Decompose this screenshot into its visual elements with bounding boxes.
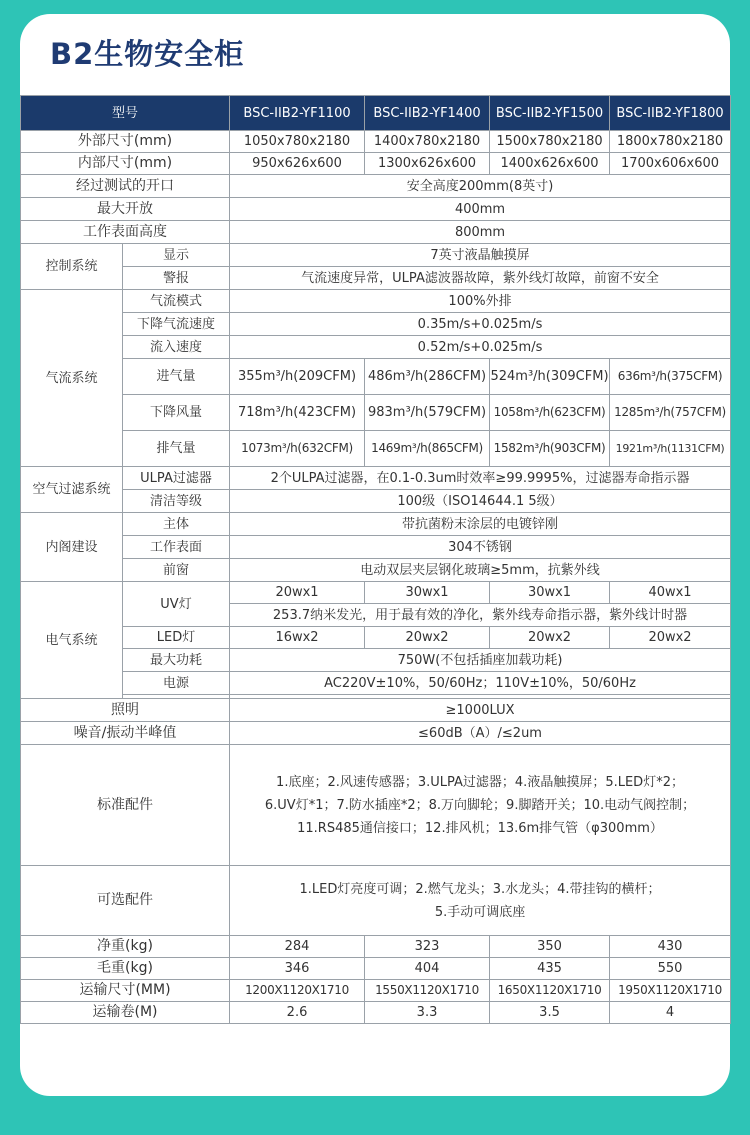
spec-table (20, 95, 731, 1024)
cell: 323 (365, 936, 490, 958)
row-noise (21, 722, 731, 745)
row-label: 最大开放 (21, 198, 230, 221)
row-label: 警报 (123, 267, 230, 290)
cell: 100级（ISO14644.1 5级） (230, 490, 731, 513)
row-label: UV灯 (123, 582, 230, 627)
cell: 3.5 (490, 1002, 610, 1024)
row-ext-size (21, 131, 731, 153)
accessories-cell (230, 745, 731, 866)
cell: 带抗菌粉末涂层的电镀锌刚 (230, 513, 731, 536)
model-col-3: BSC-IIB2-YF1500 (490, 96, 610, 131)
row-label: 流入速度 (123, 336, 230, 359)
cell: 100%外排 (230, 290, 731, 313)
cell: 1650X1120X1710 (490, 980, 610, 1002)
cell: 30wx1 (490, 582, 610, 604)
cell: 安全高度200mm(8英寸) (230, 175, 731, 198)
cell: 1285m³/h(757CFM) (610, 395, 731, 431)
row-label: LED灯 (123, 627, 230, 649)
cell: 1700x606x600 (610, 153, 731, 175)
accessories-cell (230, 866, 731, 936)
cell: AC220V±10%，50/60Hz；110V±10%，50/60Hz (230, 672, 731, 695)
header-row (21, 96, 731, 131)
row-label: 工作表面 (123, 536, 230, 559)
row-clean-class (21, 490, 731, 513)
cell: 1550X1120X1710 (365, 980, 490, 1002)
row-label: 工作表面高度 (21, 221, 230, 244)
cell: 40wx1 (610, 582, 731, 604)
row-int-size (21, 153, 731, 175)
row-label: 毛重(kg) (21, 958, 230, 980)
group-label: 控制系统 (21, 244, 123, 290)
row-ship-volume (21, 1002, 731, 1024)
group-label: 电气系统 (21, 582, 123, 699)
row-label: 清洁等级 (123, 490, 230, 513)
cell: 950x626x600 (230, 153, 365, 175)
row-label: 前窗 (123, 559, 230, 582)
cell: 2个ULPA过滤器，在0.1-0.3um时效率≥99.9995%，过滤器寿命指示器 (230, 467, 731, 490)
row-label: 经过测试的开口 (21, 175, 230, 198)
cell: 750W(不包括插座加载功耗) (230, 649, 731, 672)
accessory-line: 1.LED灯亮度可调；2.燃气龙头；3.水龙头；4.带挂钩的横杆； (299, 881, 661, 897)
cell: 253.7纳米发光，用于最有效的净化，紫外线寿命指示器，紫外线计时器 (230, 604, 731, 627)
row-label: 照明 (21, 699, 230, 722)
cell: 404 (365, 958, 490, 980)
cell: 1400x626x600 (490, 153, 610, 175)
cell: 0.52m/s+0.025m/s (230, 336, 731, 359)
cell: 20wx2 (365, 627, 490, 649)
cell: 1469m³/h(865CFM) (365, 431, 490, 467)
row-label: 显示 (123, 244, 230, 267)
row-gross-weight (21, 958, 731, 980)
row-down-speed (21, 313, 731, 336)
cell: ≥1000LUX (230, 699, 731, 722)
row-max-power (21, 649, 731, 672)
cell: 30wx1 (365, 582, 490, 604)
row-intake (21, 359, 731, 395)
row-label: 下降风量 (123, 395, 230, 431)
row-label: 进气量 (123, 359, 230, 395)
cell: ≤60dB（A）/≤2um (230, 722, 731, 745)
row-label: 排气量 (123, 431, 230, 467)
group-label: 空气过滤系统 (21, 467, 123, 513)
cell: 524m³/h(309CFM) (490, 359, 610, 395)
cell: 430 (610, 936, 731, 958)
row-label: 最大功耗 (123, 649, 230, 672)
row-net-weight (21, 936, 731, 958)
row-ulpa (21, 467, 731, 490)
model-col-4: BSC-IIB2-YF1800 (610, 96, 731, 131)
cell: 800mm (230, 221, 731, 244)
model-label: 型号 (21, 96, 230, 131)
row-label: 运输卷(M) (21, 1002, 230, 1024)
accessory-line: 11.RS485通信接口；12.排风机；13.6m排气管（φ300mm） (297, 820, 663, 836)
page-title: B2生物安全柜 (50, 37, 245, 71)
row-opt-accessories (21, 866, 731, 936)
row-label: 可选配件 (21, 866, 230, 936)
cell: 983m³/h(579CFM) (365, 395, 490, 431)
row-label: 主体 (123, 513, 230, 536)
cell: 350 (490, 936, 610, 958)
row-uv-power (21, 582, 731, 604)
row-alarm (21, 267, 731, 290)
cell: 435 (490, 958, 610, 980)
row-window (21, 559, 731, 582)
cell: 718m³/h(423CFM) (230, 395, 365, 431)
row-led (21, 627, 731, 649)
cell: 400mm (230, 198, 731, 221)
cell: 1800x780x2180 (610, 131, 731, 153)
cell: 1950X1120X1710 (610, 980, 731, 1002)
cell: 1300x626x600 (365, 153, 490, 175)
row-label: 气流模式 (123, 290, 230, 313)
cell: 3.3 (365, 1002, 490, 1024)
row-std-accessories (21, 745, 731, 866)
cell: 气流速度异常，ULPA滤波器故障，紫外线灯故障，前窗不安全 (230, 267, 731, 290)
row-work-height (21, 221, 731, 244)
cell: 636m³/h(375CFM) (610, 359, 731, 395)
cell: 1400x780x2180 (365, 131, 490, 153)
cell: 486m³/h(286CFM) (365, 359, 490, 395)
model-col-1: BSC-IIB2-YF1100 (230, 96, 365, 131)
cell: 4 (610, 1002, 731, 1024)
row-supply (21, 672, 731, 695)
accessory-line: 6.UV灯*1；7.防水插座*2；8.万向脚轮；9.脚踏开关；10.电动气阀控制； (264, 797, 696, 813)
row-label: 标准配件 (21, 745, 230, 866)
row-max-opening (21, 198, 731, 221)
row-label: 内部尺寸(mm) (21, 153, 230, 175)
row-label: 噪音/振动半峰值 (21, 722, 230, 745)
spec-card (20, 14, 730, 1096)
cell: 550 (610, 958, 731, 980)
cell: 1582m³/h(903CFM) (490, 431, 610, 467)
cell: 7英寸液晶触摸屏 (230, 244, 731, 267)
row-display (21, 244, 731, 267)
cell: 346 (230, 958, 365, 980)
group-label: 气流系统 (21, 290, 123, 467)
row-surface (21, 536, 731, 559)
cell: 20wx2 (610, 627, 731, 649)
cell: 355m³/h(209CFM) (230, 359, 365, 395)
cell: 1921m³/h(1131CFM) (610, 431, 731, 467)
row-lighting (21, 699, 731, 722)
row-airflow-mode (21, 290, 731, 313)
row-label: 电源 (123, 672, 230, 695)
group-label: 内阁建设 (21, 513, 123, 582)
cell: 1200X1120X1710 (230, 980, 365, 1002)
row-ship-size (21, 980, 731, 1002)
row-label: 下降气流速度 (123, 313, 230, 336)
cell: 电动双层夹层钢化玻璃≥5mm，抗紫外线 (230, 559, 731, 582)
cell: 20wx2 (490, 627, 610, 649)
cell: 1073m³/h(632CFM) (230, 431, 365, 467)
row-exhaust (21, 431, 731, 467)
cell: 1058m³/h(623CFM) (490, 395, 610, 431)
row-label: 外部尺寸(mm) (21, 131, 230, 153)
cell: 0.35m/s+0.025m/s (230, 313, 731, 336)
row-tested-opening (21, 175, 731, 198)
cell: 2.6 (230, 1002, 365, 1024)
row-label: 净重(kg) (21, 936, 230, 958)
cell: 284 (230, 936, 365, 958)
row-label: ULPA过滤器 (123, 467, 230, 490)
row-label: 运输尺寸(MM) (21, 980, 230, 1002)
cell: 16wx2 (230, 627, 365, 649)
row-down-volume (21, 395, 731, 431)
accessory-line: 1.底座；2.风速传感器；3.ULPA过滤器；4.液晶触摸屏；5.LED灯*2； (276, 774, 684, 790)
accessory-line: 5.手动可调底座 (434, 904, 526, 920)
cell: 1500x780x2180 (490, 131, 610, 153)
cell: 1050x780x2180 (230, 131, 365, 153)
row-inflow (21, 336, 731, 359)
model-col-2: BSC-IIB2-YF1400 (365, 96, 490, 131)
cell: 20wx1 (230, 582, 365, 604)
row-body (21, 513, 731, 536)
cell: 304不锈钢 (230, 536, 731, 559)
